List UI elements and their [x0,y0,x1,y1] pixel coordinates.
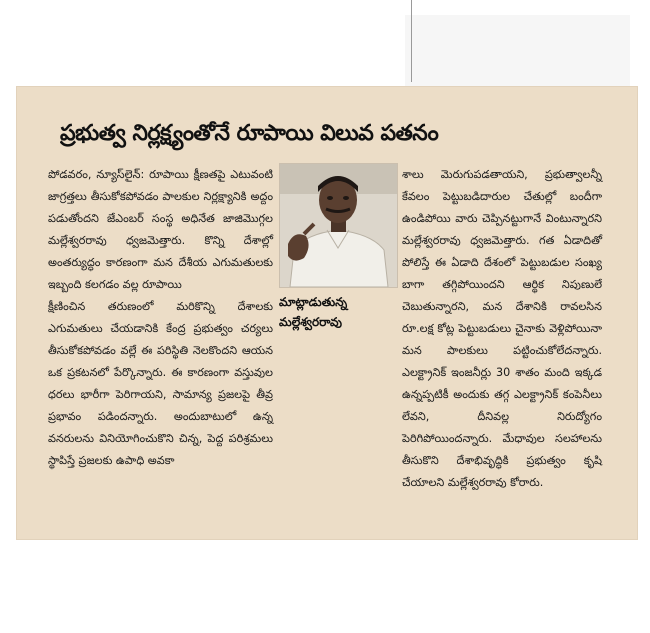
article-right-text: శాలు మెరుగుపడతాయని, ప్రభుత్వాలన్నీ కేవలం పెట్టుబడిదారుల చేతుల్లో బందీగా ఉండిపోయి వారు చెప్పినట్టుగానే వింటున్నారని మల్లేశ్వరరావు ధ్వజమెత్తారు. గత ఏడాదితో పోలిస్తే ఈ ఏడాది దేశంలో పెట్టుబడుల సంఖ్య బాగా తగ్గిపోయిందని ఆర్థిక నిపుణులే చెబుతున్నారని, మన దేశానికి రావలసిన రూ.లక్ష కోట్ల పెట్టుబడులు చైనాకు వెళ్లిపోయినా మన పాలకులు పట్టించుకోలేదన్నారు. ఎలక్ట్రానిక్ ఇంజనీర్లు 30 శాతం మంది ఇక్కడ ఉన్నప్పటికీ అందుకు తగ్గ ఎలక్ట్రానిక్ కంపెనీలు లేవని, దీనివల్ల నిరుద్యోగం పెరిగిపోయిందన్నారు. మేధావుల సలహాలను తీసుకొని దేశాభివృద్ధికి ప్రభుత్వం కృషి చేయాలని మల్లేశ్వరరావు కోరారు. [402,168,602,489]
article-headline: ప్రభుత్వ నిర్లక్ష్యంతోనే రూపాయి విలువ పతనం [60,121,439,146]
background-sheet [405,15,630,90]
scan-edge-line [411,0,412,82]
article-right-column [402,164,602,494]
article-left-bottom-text: క్షీణించిన తరుణంలో మరికొన్ని దేశాలకు ఎగుమతులు చేయడానికి కేంద్ర ప్రభుత్వం చర్యలు తీసుకోకపోవడం వల్లే ఈ పరిస్థితి నెలకొందని ఆయన ఒక ప్రకటనలో పేర్కొన్నారు. ఈ కారణంగా వస్తువుల ధరలు భారీగా పెరిగాయని, సామాన్య ప్రజలపై తీవ్ర ప్రభావం పడిందన్నారు. అందుబాటులో ఉన్న వనరులను వినియోగించుకొని చిన్న, పెద్ద పరిశ్రమలు స్థాపిస్తే ప్రజలకు ఉపాధి అవకా [48,300,273,467]
article-left-top-text: పోడవరం, న్యూస్‌లైన్: రూపాయి క్షీణతపై ఎటువంటి జాగ్రత్తలు తీసుకోకపోవడం పాలకుల నిర్లక్ష్యానికి అద్దం పడుతోందని జేఎంబర్ సంస్థ అధినేత జాజిమొగ్గల మల్లేశ్వరరావు ధ్వజమెత్తారు. కొన్ని దేశాల్లో అంతర్యుద్ధం కారణంగా మన దేశీయ ఎగుమతులకు ఇబ్బంది కలగడం వల్ల రూపాయి [48,168,273,291]
article-left-column [48,164,273,296]
photo-caption: మాట్లాడుతున్న మల్లేశ్వరరావు [279,295,348,329]
speaker-portrait-image [280,164,397,287]
article-left-bottom-column [48,296,273,472]
speaker-photo [279,163,398,288]
